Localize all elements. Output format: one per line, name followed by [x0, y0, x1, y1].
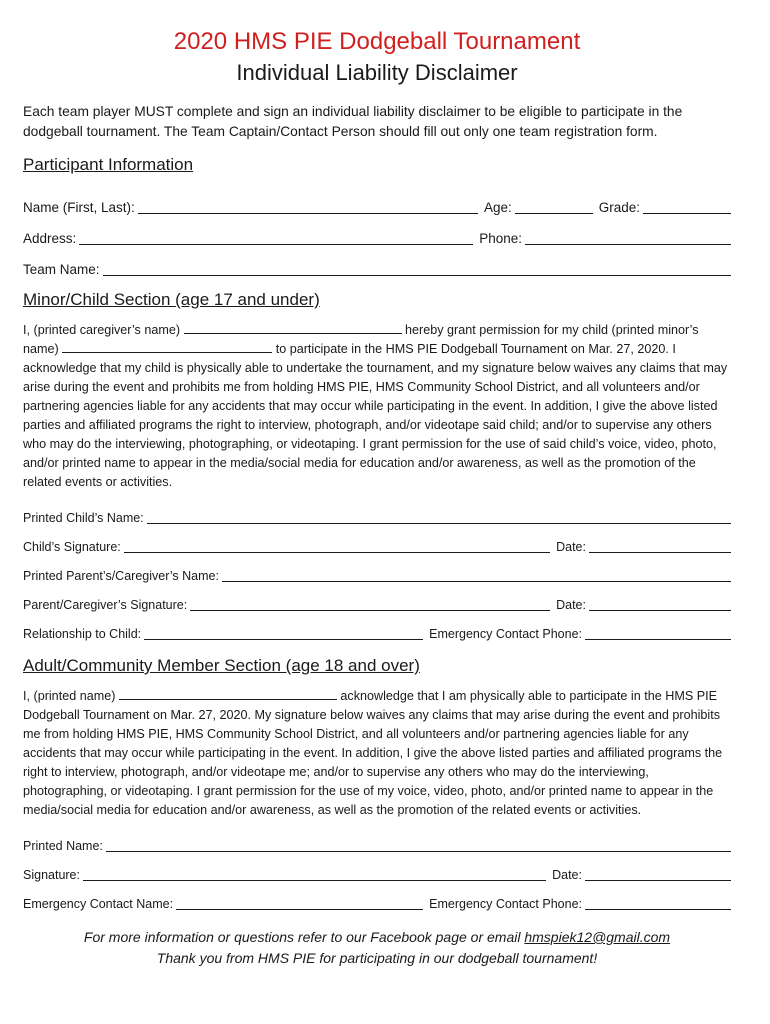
minor-heading: Minor/Child Section (age 17 and under): [23, 290, 320, 309]
adult-heading: Adult/Community Member Section (age 18 and over): [23, 656, 420, 675]
adult-name-field[interactable]: [106, 837, 731, 852]
parent-signature-field[interactable]: [190, 596, 550, 611]
adult-name-label: Printed Name:: [23, 839, 103, 853]
adult-emergency-name-field[interactable]: [176, 895, 423, 910]
minor-emergency-label: Emergency Contact Phone:: [429, 627, 582, 641]
footer-info-text: For more information or questions refer to our Facebook page or email: [83, 929, 521, 945]
relationship-label: Relationship to Child:: [23, 627, 142, 641]
adult-signature-label: Signature:: [23, 868, 80, 882]
address-field[interactable]: [79, 230, 473, 245]
minor-text-2: hereby grant permission for my child (printed minor’s name): [23, 323, 699, 356]
parent-date-label: Date:: [556, 598, 586, 612]
team-label: Team Name:: [23, 262, 100, 277]
parent-name-label: Printed Parent’s/Caregiver’s Name:: [23, 569, 219, 583]
team-row: [23, 248, 731, 279]
address-phone-row: [23, 217, 731, 248]
adult-emergency-phone-label: Emergency Contact Phone:: [429, 897, 582, 911]
child-date-label: Date:: [556, 540, 586, 554]
footer: [23, 927, 731, 969]
disclaimer-form: [23, 26, 731, 969]
team-field[interactable]: [103, 261, 731, 276]
age-label: Age:: [483, 200, 512, 215]
contact-email-link[interactable]: hmspiek12@gmail.com: [524, 929, 671, 945]
intro-text: Each team player MUST complete and sign an individual liability disclaimer to be eligible to participate in the dodgeball tournament. The Team Captain/Contact Person should fill out only one team registration form.: [23, 104, 683, 139]
adult-signature-row: [23, 855, 731, 884]
name-field[interactable]: [138, 199, 478, 214]
adult-name-row: [23, 826, 731, 855]
participant-heading: Participant Information: [23, 155, 194, 174]
child-name-label: Printed Child’s Name:: [23, 511, 144, 525]
parent-signature-row: [23, 585, 731, 614]
phone-field[interactable]: [525, 230, 731, 245]
child-date-field[interactable]: [589, 538, 731, 553]
adult-emergency-row: [23, 884, 731, 913]
adult-text-2: acknowledge that I am physically able to participate in the HMS PIE Dodgeball Tournament on Mar. 27, 2020. My signature below waives any claims that may arise during the event and prohibits me from holding HMS PIE, HMS Community School District, and all volunteers and/or partnering agencies liable for any accidents that may occur while participating in the event. In addition, I give the above listed parties and affiliated programs the right to interview, photograph, and/or videotape me; and/or to supervise any others who may do the interviewing, photographing, or videotaping. I grant permission for the use of my voice, video, photo, and/or printed name to appear in the media/social media for education and/or awareness, as well as the promotion of the related events or activities.: [23, 689, 723, 817]
minor-text-1: I, (printed caregiver’s name): [23, 323, 181, 337]
child-name-row: [23, 498, 731, 527]
minor-text-3: to participate in the HMS PIE Dodgeball Tournament on Mar. 27, 2020. I acknowledge that my child is physically able to undertake the tournament, and my signature below waives any claims that may arise during the event and prohibits me from holding HMS PIE, HMS Community School District, and all volunteers and/or partnering agencies liable for any accidents that may occur while participating in the event. In addition, I give the above listed parties and affiliated programs the right to interview, photograph, and/or videotape said child; and/or to supervise any others who may do the interviewing, photographing, or videotaping. I grant permission for the use of said child’s voice, video, photo, and/or printed name to appear in the media/social media for education and/or awareness, as well as the promotion of the related events or activities.: [23, 342, 728, 489]
minor-paragraph: [23, 321, 731, 492]
child-name-field[interactable]: [147, 509, 731, 524]
adult-printed-name-inline-field[interactable]: [119, 687, 337, 700]
minor-name-field[interactable]: [62, 340, 272, 353]
child-signature-row: [23, 527, 731, 556]
grade-field[interactable]: [643, 199, 731, 214]
relationship-row: [23, 614, 731, 643]
parent-signature-label: Parent/Caregiver’s Signature:: [23, 598, 188, 612]
grade-label: Grade:: [598, 200, 640, 215]
minor-emergency-field[interactable]: [585, 625, 731, 640]
name-age-grade-row: [23, 186, 731, 217]
adult-text-1: I, (printed name): [23, 689, 116, 703]
adult-date-label: Date:: [552, 868, 582, 882]
adult-paragraph: [23, 687, 731, 820]
adult-emergency-name-label: Emergency Contact Name:: [23, 897, 174, 911]
parent-name-field[interactable]: [222, 567, 731, 582]
adult-date-field[interactable]: [585, 866, 731, 881]
phone-label: Phone:: [479, 231, 522, 246]
caregiver-name-field[interactable]: [184, 321, 402, 334]
form-subtitle: Individual Liability Disclaimer: [236, 60, 518, 85]
adult-emergency-phone-field[interactable]: [585, 895, 731, 910]
child-signature-label: Child’s Signature:: [23, 540, 121, 554]
name-label: Name (First, Last):: [23, 200, 135, 215]
address-label: Address:: [23, 231, 77, 246]
child-signature-field[interactable]: [124, 538, 550, 553]
footer-thank-you: Thank you from HMS PIE for participating in our dodgeball tournament!: [156, 950, 598, 966]
parent-name-row: [23, 556, 731, 585]
footer-line-1: [23, 927, 731, 948]
parent-date-field[interactable]: [589, 596, 731, 611]
relationship-field[interactable]: [144, 625, 423, 640]
adult-signature-field[interactable]: [83, 866, 546, 881]
form-title: 2020 HMS PIE Dodgeball Tournament: [173, 28, 581, 55]
age-field[interactable]: [515, 199, 593, 214]
